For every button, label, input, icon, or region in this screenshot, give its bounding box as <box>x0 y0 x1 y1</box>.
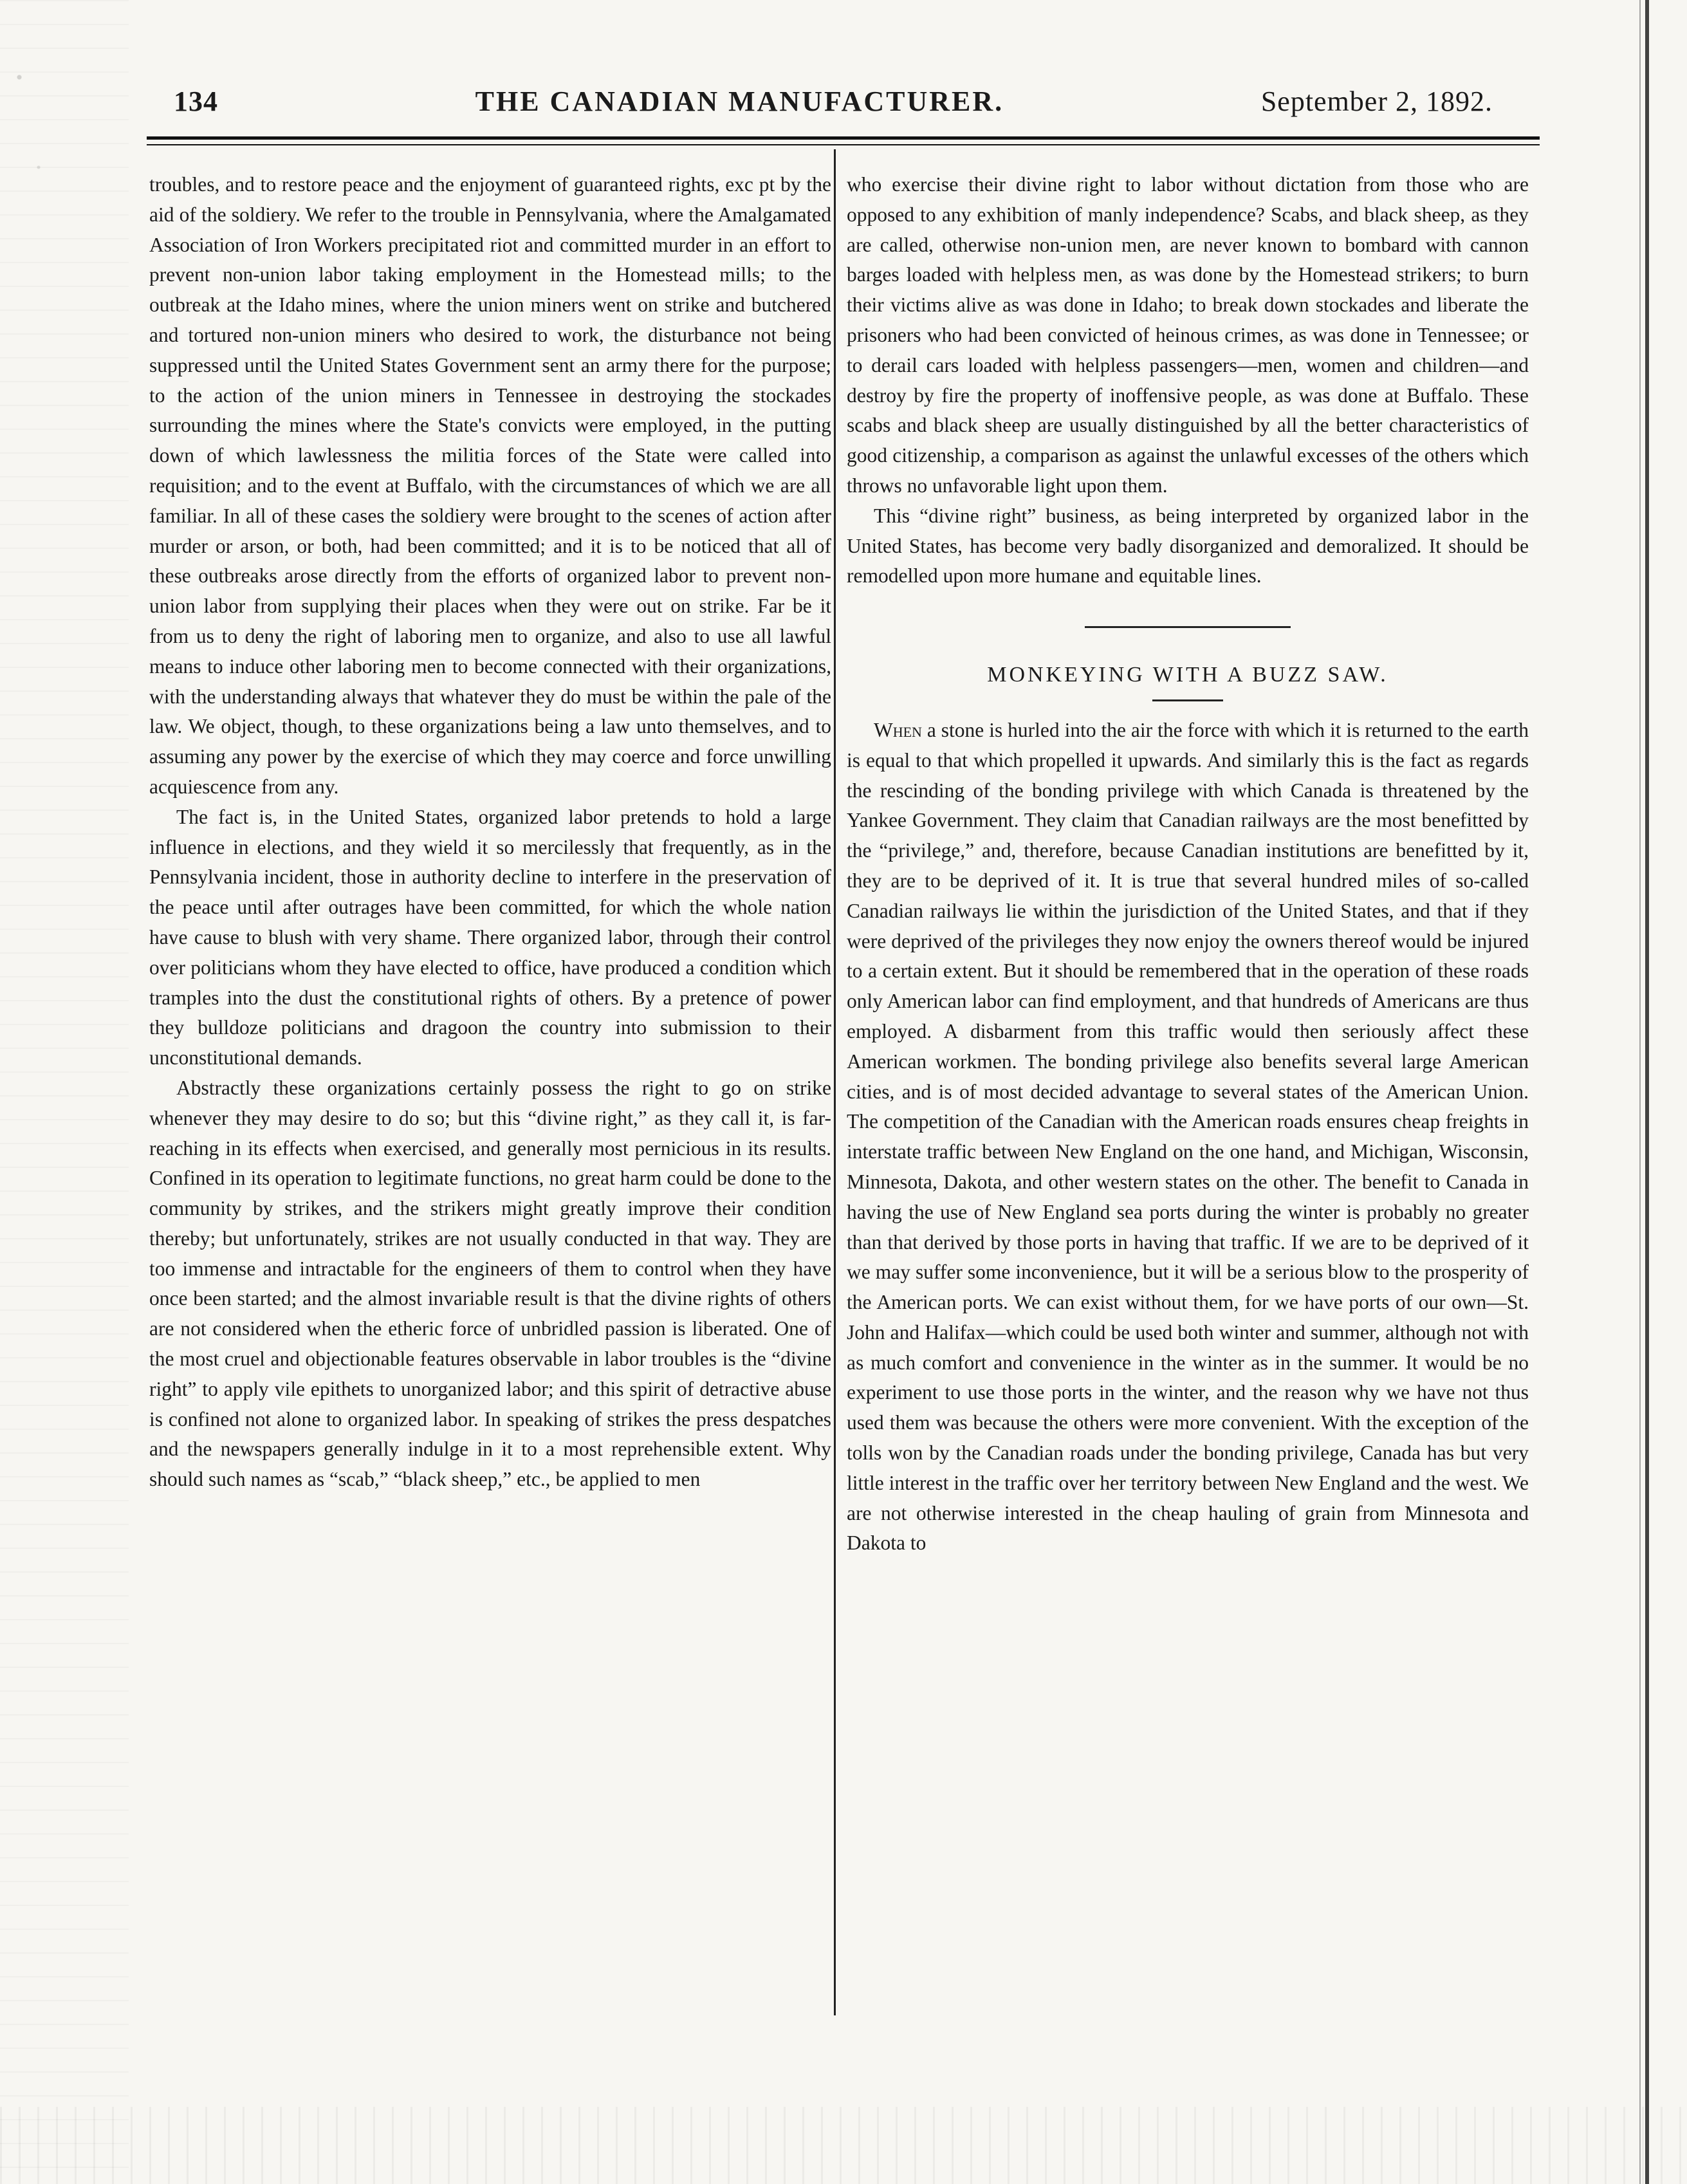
article-paragraph-text: a stone is hurled into the air the force with which it is returned to the earth is equal to that which propelled it upwards. And similarly this is the fact as regards the rescinding of the bonding privilege with which Canada is threatened by the Yankee Government. They claim that Canadian railways are the most benefitted by the “privilege,” and, therefore, because Canadian institutions are benefitted by it, they are to be deprived of it. It is true that several hundred miles of so-called Canadian railways lie within the jurisdiction of the United States, and that if they were deprived of the privileges they now enjoy the owners thereof would be injured to a certain extent. But it should be remembered that in the operation of these roads only American labor can find employment, and that hundreds of Americans are thus employed. A disbarment from this traffic would then seriously affect these American workmen. The bonding privilege also benefits several large American cities, and is of most decided advantage to several states of the American Union. The competition of the Canadian with the American roads ensures cheap freights in interstate traffic between New England on the one hand, and Michigan, Wisconsin, Minnesota, Dakota, and other western states on the other. The benefit to Canada in having the use of New England sea ports during the winter is probably no greater than that derived by those ports in having that traffic. If we are to be deprived of it we may suffer some inconvenience, but it will be a serious blow to the prosperity of the American ports. We can exist without them, for we have ports of our own—St. John and Halifax—which could be used both winter and summer, although not with as much comfort and convenience in the winter as in the summer. It would be no experiment to use those ports in the winter, and the reason why we have not thus used them was because the others were more convenient. With the exception of the tolls won by the Canadian roads under the bonding privilege, Canada has but very little interest in the traffic over her territory between New England and the west. We are not otherwise interested in the cheap hauling of grain from Minnesota and Dakota to <box>847 718 1529 1555</box>
left-column <box>149 170 831 1495</box>
drop-lead-word: When <box>874 718 922 741</box>
issue-date: September 2, 1892. <box>1260 86 1493 117</box>
article-paragraph <box>847 716 1529 1559</box>
publication-title: THE CANADIAN MANUFACTURER. <box>475 86 1004 117</box>
scan-edge-right-rule <box>1639 0 1641 2184</box>
section-heading: MONKEYING WITH A BUZZ SAW. <box>987 663 1388 687</box>
scan-edge-left <box>0 0 129 2184</box>
article-paragraph: Abstractly these organizations certainly possess the right to go on strike whenever they may desire to do so; but this “divine right,” as they call it, is far-reaching in its effects when exercised, and generally most pernicious in its results. Confined in its operation to legitimate functions, no great harm could be done to the community by strikes, and the strikers might greatly improve their condition thereby; but unfortunately, strikes are not usually conducted in that way. They are too immense and intractable for the engineers of them to control when they have once been started; and the almost invariable result is that the divine rights of others are not considered when the etheric force of unbridled passion is liberated. One of the most cruel and objectionable features observable in labor troubles is the “divine right” to apply vile epithets to unorganized labor; and this spirit of detractive abuse is confined not alone to organized labor. In speaking of strikes the press despatches and the newspapers generally indulge in it to a most reprehensible extent. Why should such names as “scab,” “black sheep,” etc., be applied to men <box>149 1076 831 1491</box>
scan-edge-right-border <box>1645 0 1649 2184</box>
article-paragraph: The fact is, in the United States, organized labor pretends to hold a large influence in elections, and they wield it so mercilessly that frequently, as in the Pennsylvania incident, those in authority decline to interfere in the preservation of the peace until after outrages have been committed, for which the whole nation have cause to blush with very shame. There organized labor, through their control over politicians whom they have elected to office, have produced a condition which tramples into the dust the constitutional rights of others. By a pretence of power they bulldoze politicians and dragoon the country into submission to their unconstitutional demands. <box>149 805 831 1069</box>
heading-underline-rule <box>1152 699 1223 701</box>
page-header <box>174 85 1493 130</box>
article-paragraph: who exercise their divine right to labor without dictation from those who are opposed to any exhibition of manly independence? Scabs, and black sheep, as they are called, otherwise non-union men, are never known to bombard with cannon barges loaded with helpless men, as was done by the Homestead strikers; to burn their victims alive as was done in Idaho; to break down stockades and liberate the prisoners who had been convicted of heinous crimes, as was done in Tennessee; or to derail cars loaded with helpless passengers—men, women and children—and destroy by fire the property of inoffensive people, as was done at Buffalo. These scabs and black sheep are usually distinguished by all the better characteristics of good citizenship, a comparison as against the unlawful excesses of the others which throws no unfavorable light upon them. <box>847 173 1529 497</box>
page-number: 134 <box>174 86 218 117</box>
header-rule-thick <box>147 136 1540 140</box>
column-divider <box>834 149 836 2015</box>
scan-edge-bottom <box>0 2107 1687 2184</box>
article-paragraph: troubles, and to restore peace and the enjoyment of guaranteed rights, exc pt by the aid of the soldiery. We refer to the trouble in Pennsylvania, where the Amalgamated Association of Iron Workers precipitated riot and committed murder in an effort to prevent non-union labor taking employment in the Homestead mills; to the outbreak at the Idaho mines, where the union miners went on strike and butchered and tortured non-union miners who desired to work, the disturbance not being suppressed until the United States Government sent an army there for the purpose; to the action of the union miners in Tennessee in destroying the stockades surrounding the mines where the State's convicts were employed, in the putting down of which lawlessness the militia forces of the State were called into requisition; and to the event at Buffalo, with the circumstances of which we are all familiar. In all of these cases the soldiery were brought to the scenes of action after murder or arson, or both, had been committed; and it is to be noticed that all of these outbreaks arose directly from the efforts of organized labor to prevent non-union labor from supplying their places when they were out on strike. Far be it from us to deny the right of laboring men to organize, and also to use all lawful means to induce other laboring men to become connected with their organizations, with the understanding always that whatever they do must be within the pale of the law. We object, though, to these organizations being a law unto themselves, and to assuming any power by the exercise of which they may coerce and force unwilling acquiescence from any. <box>149 173 831 798</box>
header-rule-thin <box>147 144 1540 145</box>
section-separator-rule <box>1085 626 1291 628</box>
right-column <box>847 170 1529 1559</box>
article-paragraph: This “divine right” business, as being interpreted by organized labor in the United States, has become very badly disorganized and demoralized. It should be remodelled upon more humane and equitable lines. <box>847 504 1529 588</box>
